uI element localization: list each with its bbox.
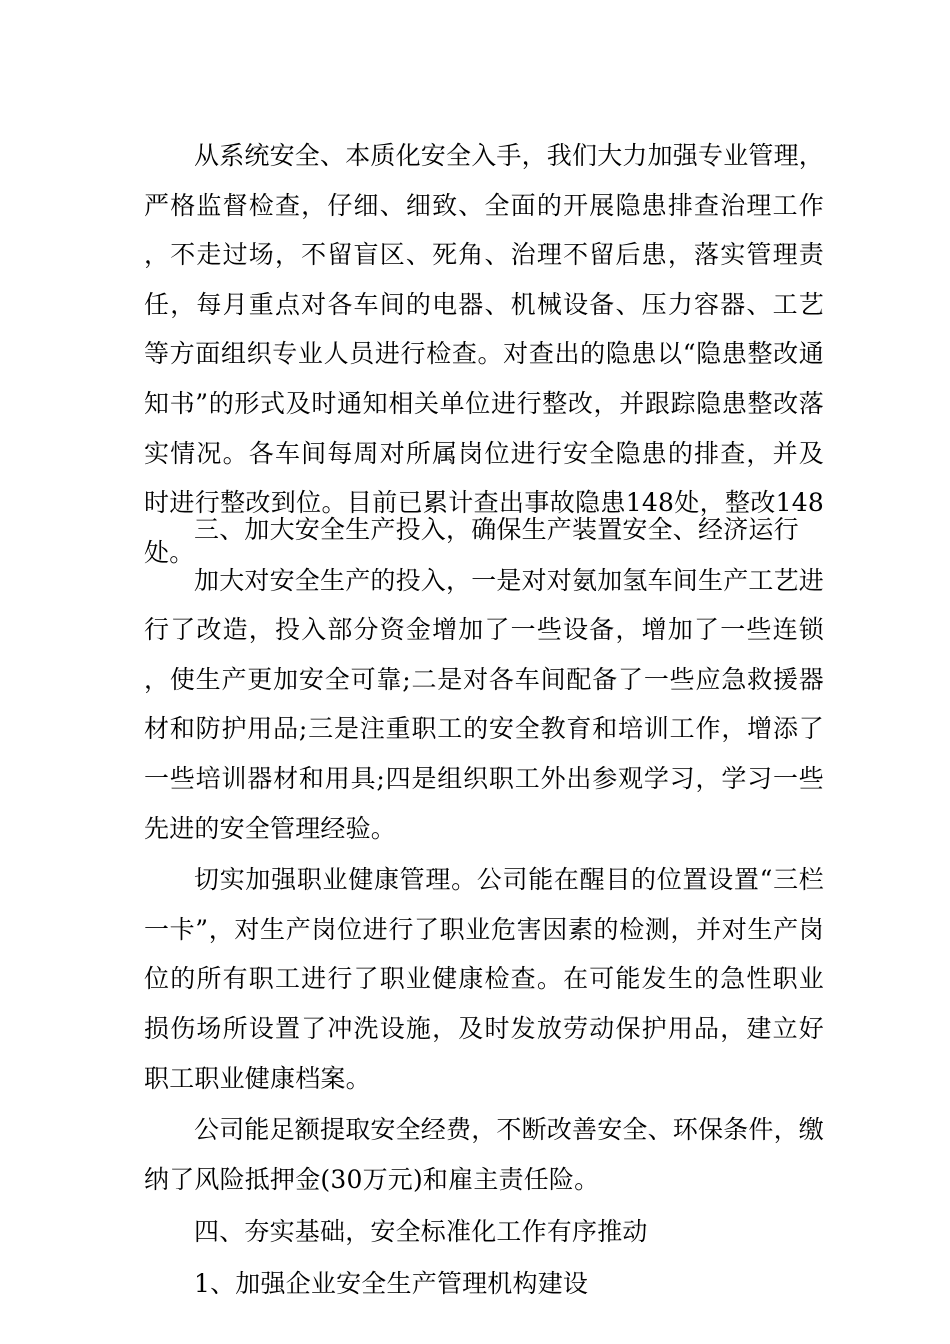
section-heading-4: 四、夯实基础，安全标准化工作有序推动 [194, 1217, 648, 1247]
paragraph-hazard-inspection: 从系统安全、本质化安全入手，我们大力加强专业管理，严格监督检查，仔细、细致、全面的开展隐患排查治理工作，不走过场，不留盲区、死角、治理不留后患，落实管理责任，每月重点对各车间的电器、机械设备、压力容器、工艺等方面组织专业人员进行检查。对查出的隐患以“隐患整改通知书”的形式及时通知相关单位进行整改，并跟踪隐患整改落实情况。各车间每周对所属岗位进行安全隐患的排查，并及时进行整改到位。目前已累计查出事故隐患148处，整改148处。 [144, 141, 825, 567]
subsection-heading-1: 1、加强企业安全生产管理机构建设 [194, 1268, 589, 1298]
paragraph-occupational-health: 切实加强职业健康管理。公司能在醒目的位置设置“三栏一卡”，对生产岗位进行了职业危害因素的检测，并对生产岗位的所有职工进行了职业健康检查。在可能发生的急性职业损伤场所设置了冲洗设施，及时发放劳动保护用品，建立好职工职业健康档案。 [144, 865, 824, 1093]
paragraph-safety-investment: 加大对安全生产的投入，一是对对氨加氢车间生产工艺进行了改造，投入部分资金增加了一些设备，增加了一些连锁，使生产更加安全可靠;二是对各车间配备了一些应急救援器材和防护用品;三是注重职工的安全教育和培训工作，增添了一些培训器材和用具;四是组织职工外出参观学习，学习一些先进的安全管理经验。 [144, 565, 825, 843]
document-body [144, 131, 824, 1309]
paragraph-safety-funding: 公司能足额提取安全经费，不断改善安全、环保条件，缴纳了风险抵押金(30万元)和雇主责任险。 [144, 1115, 825, 1194]
section-heading-3: 三、加大安全生产投入，确保生产装置安全、经济运行 [194, 515, 799, 544]
